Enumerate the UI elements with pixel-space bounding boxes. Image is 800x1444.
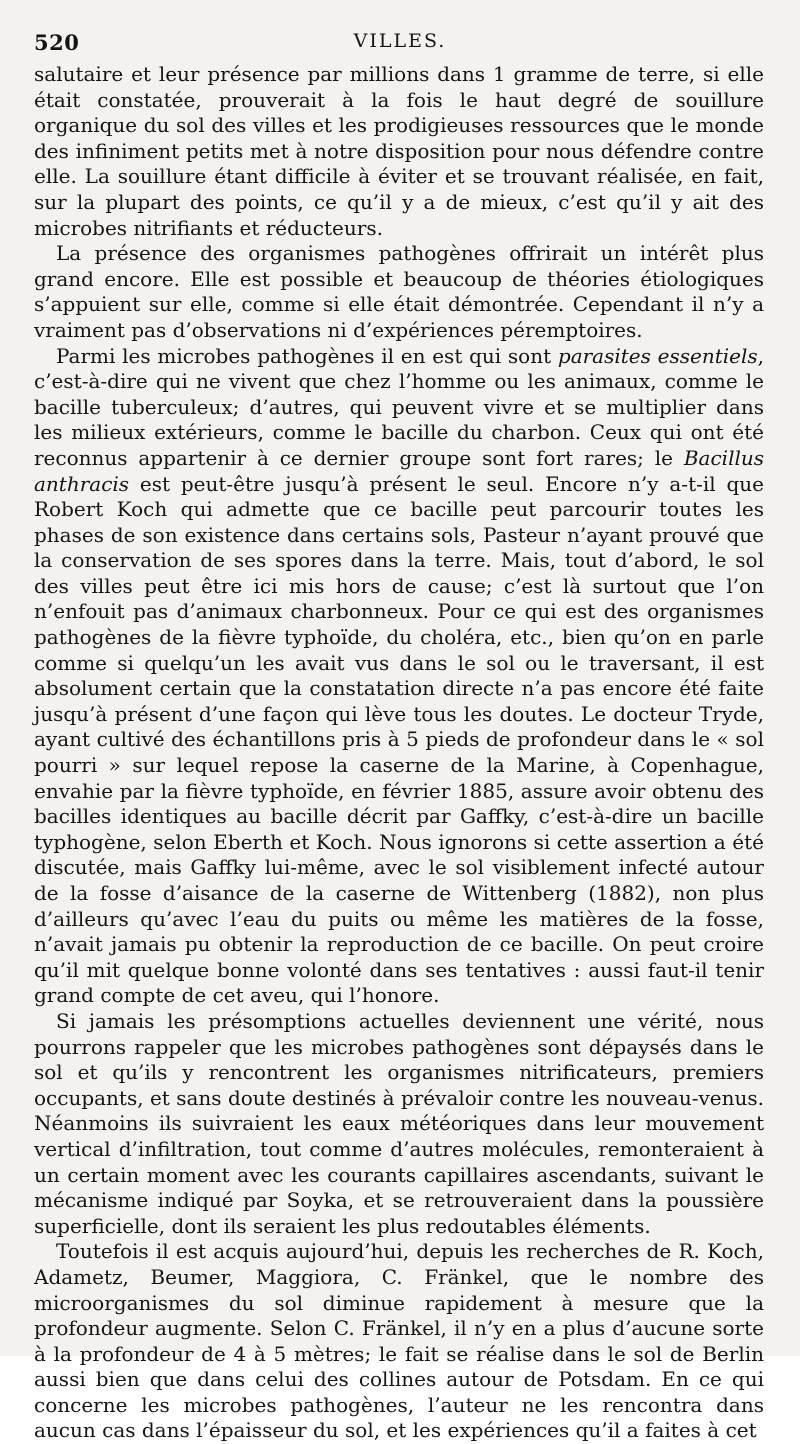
text-run: Si jamais les présomptions actuelles deviennent une vérité, nous pourrons rappeler que les microbes pathogènes sont dépaysés dans le sol et qu’ils y rencontrent les organismes nitrificateurs, premiers occupants, et sans doute destinés à prévaloir contre les nouveau-venus. Néanmoins ils suivraient les eaux météoriques dans leur mouvement vertical d’infiltration, tout comme d’autres molécules, remonteraient à un certain moment avec les courants capillaires ascendants, suivant le mécanisme indiqué par Soyka, et se retrouveraient dans la poussière superficielle, dont ils seraient les plus redoutables éléments. — [34, 1008, 764, 1238]
paragraph — [34, 1009, 764, 1239]
running-title: VILLES. — [353, 30, 447, 52]
paragraph — [34, 62, 764, 241]
body-text — [34, 62, 764, 1444]
text-run: La présence des organismes pathogènes offrirait un intérêt plus grand encore. Elle est possible et beaucoup de théories étiologiques s’appuient sur elle, comme si elle était démontrée. Cependant il n’y a vraiment pas d’observations ni d’expériences péremptoires. — [34, 241, 764, 342]
text-run: Parmi les microbes pathogènes il en est qui sont — [56, 343, 558, 368]
paragraph — [34, 1239, 764, 1444]
running-head — [34, 30, 766, 58]
paragraph — [34, 241, 764, 343]
text-run: Toutefois il est acquis aujourd’hui, depuis les recherches de R. Koch, Adametz, Beumer, Maggiora, C. Fränkel, que le nombre des microorganismes du sol diminue rapidement à mesure que la profondeur augmente. Selon C. Fränkel, il n’y en a plus d’aucune sorte à la profondeur de 4 à 5 mètres; le fait se réalise dans le sol de Berlin aussi bien que dans celui des collines autour de Potsdam. En ce qui concerne les microbes pathogènes, l’auteur ne les rencontra dans aucun cas dans l’épaisseur du sol, et les expériences qu’il a faites à cet — [34, 1239, 764, 1443]
page-number: 520 — [34, 30, 80, 55]
italic-term: parasites essentiels — [557, 343, 758, 368]
italic-term: Bacillus anthracis — [34, 445, 764, 496]
text-run: , c’est-à-dire qui ne vivent que chez l’homme ou les animaux, comme le bacille tuberculeux; d’autres, qui peuvent vivre et se multiplier dans les milieux extérieurs, comme le bacille du charbon. Ceux qui ont été reconnus appartenir à ce dernier groupe sont fort rares; le — [34, 343, 765, 470]
paragraph — [34, 344, 764, 1009]
text-run: est peut-être jusqu’à présent le seul. Encore n’y a-t-il que Robert Koch qui admette que ce bacille peut parcourir toutes les phases de son existence dans certains sols, Pasteur n’ayant prouvé que la conservation de ses spores dans la terre. Mais, tout d’abord, le sol des villes peut être ici mis hors de cause; c’est là surtout que l’on n’enfouit pas d’animaux charbonneux. Pour ce qui est des organismes pathogènes de la fièvre typhoïde, du choléra, etc., bien qu’on en parle comme si quelqu’un les avait vus dans le sol ou le traversant, il est absolument certain que la constatation directe n’a pas encore été faite jusqu’à présent d’une façon qui lève tous les doutes. Le docteur Tryde, ayant cultivé des échantillons pris à 5 pieds de profondeur dans le « sol pourri » sur lequel repose la caserne de la Marine, à Copenhague, envahie par la fièvre typhoïde, en février 1885, assure avoir obtenu des bacilles identiques au bacille décrit par Gaffky, c’est-à-dire un bacille typhogène, selon Eberth et Koch. Nous ignorons si cette assertion a été discutée, mais Gaffky lui-même, avec le sol visiblement infecté autour de la fosse d’aisance de la caserne de Wittenberg (1882), non plus d’ailleurs qu’avec l’eau du puits ou même les matières de la fosse, n’avait jamais pu obtenir la reproduction de ce bacille. On peut croire qu’il mit quelque bonne volonté dans ses tentatives : aussi faut-il tenir grand compte de cet aveu, qui l’honore. — [34, 471, 764, 1008]
text-run: salutaire et leur présence par millions dans 1 gramme de terre, si elle était constatée, prouverait à la fois le haut degré de souillure organique du sol des villes et les prodigieuses ressources que le monde des infiniment petits met à notre disposition pour nous défendre contre elle. La souillure étant difficile à éviter et se trouvant réalisée, en fait, sur la plupart des points, ce qu’il y a de mieux, c’est qu’il y ait des microbes nitrifiants et réducteurs. — [34, 62, 764, 240]
